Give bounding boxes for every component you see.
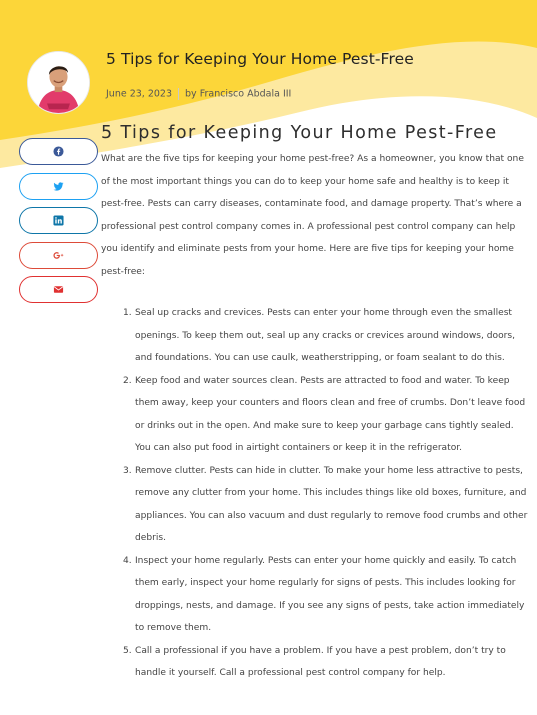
email-icon [53, 284, 64, 295]
list-item [123, 370, 531, 460]
post-author-link[interactable]: by Francisco Abdala III [185, 88, 292, 100]
list-item-text: Remove clutter. Pests can hide in clutter. To make your home less attractive to pests, remove any clutter from your home. This includes things like old boxes, furniture, and appliances. You can also vacuum and dust regularly to remove food crumbs and other debris. [135, 465, 528, 543]
share-twitter-button[interactable] [19, 173, 98, 200]
meta-divider [178, 88, 179, 100]
list-item-number: 5. [123, 645, 132, 656]
list-item-number: 2. [123, 375, 132, 386]
list-item-text: Inspect your home regularly. Pests can enter your home quickly and easily. To catch them early, inspect your home regularly for signs of pests. This includes looking for droppings, nests, and damage. If you see any signs of pests, take action immediately to remove them. [135, 555, 525, 633]
twitter-icon [53, 181, 64, 192]
list-item [123, 460, 531, 550]
tips-list [123, 302, 531, 685]
list-item-number: 3. [123, 465, 132, 476]
list-item-text: Seal up cracks and crevices. Pests can enter your home through even the smallest openings. To keep them out, seal up any cracks or crevices around windows, doors, and foundations. You can use caulk, weatherstripping, or foam sealant to do this. [135, 308, 516, 363]
facebook-icon [53, 146, 64, 157]
list-item [123, 302, 531, 370]
share-linkedin-button[interactable] [19, 207, 98, 234]
post-title: 5 Tips for Keeping Your Home Pest-Free [101, 123, 498, 143]
list-item-text: Keep food and water sources clean. Pests are attracted to food and water. To keep them away, keep your counters and floors clean and free of crumbs. Don’t leave food or drinks out in the open. And make sure to keep your garbage cans tightly sealed. You can also put food in airtight containers or keep it in the refrigerator. [135, 375, 526, 453]
list-item-number: 1. [123, 308, 132, 318]
linkedin-icon [53, 215, 64, 226]
post-meta [106, 88, 291, 100]
post-intro: What are the five tips for keeping your home pest-free? As a homeowner, you know that one of the most important things you can do to keep your home safe and healthy is to keep it pest-free. Pests can carry diseases, contaminate food, and damage property. That’s where a professional pest control company comes in. A professional pest control company can help you identify and eliminate pests from your home. Here are five tips for keeping your home pest-free: [101, 154, 524, 277]
hero-title: 5 Tips for Keeping Your Home Pest-Free [106, 50, 414, 68]
list-item [123, 640, 531, 685]
list-item-number: 4. [123, 555, 132, 566]
google-plus-icon [53, 250, 64, 261]
share-email-button[interactable] [19, 276, 98, 303]
post-date: June 23, 2023 [106, 88, 173, 100]
share-google-plus-button[interactable] [19, 242, 98, 269]
list-item [123, 550, 531, 640]
list-item-text: Call a professional if you have a problem. If you have a pest problem, don’t try to handle it yourself. Call a professional pest control company for help. [135, 645, 506, 678]
author-avatar[interactable] [27, 51, 90, 114]
share-buttons [19, 138, 98, 311]
share-facebook-button[interactable] [19, 138, 98, 165]
